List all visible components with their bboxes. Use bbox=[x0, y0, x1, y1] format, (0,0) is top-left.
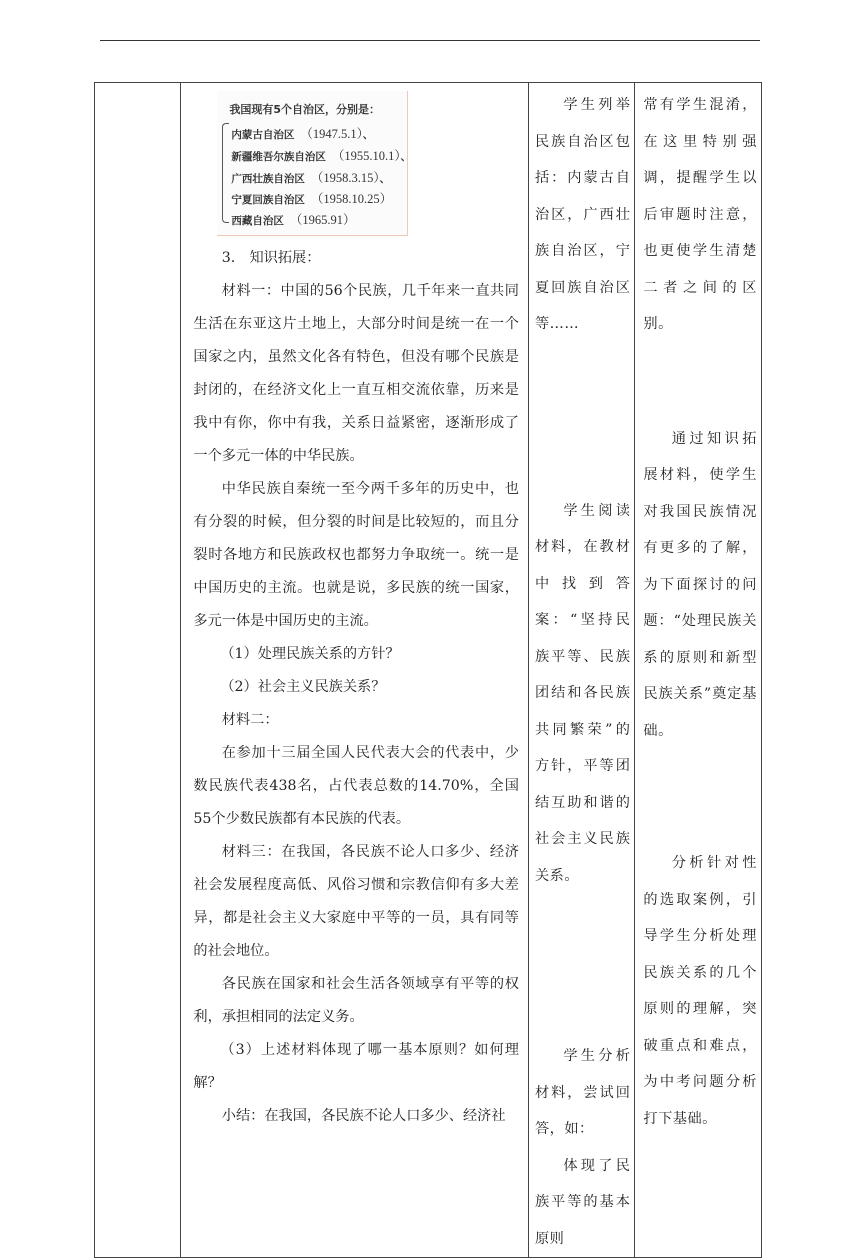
figure-row-3: 广西壮族自治区 （1958.3.15）、 bbox=[231, 171, 391, 185]
material-three-continued: 各民族在国家和社会生活各领域享有平等的权利，承担相同的法定义务。 bbox=[193, 976, 519, 1025]
design-intent-cell bbox=[635, 83, 762, 1258]
student-activity-cell bbox=[528, 83, 634, 1258]
design-intent-1: 常有学生混淆，在这里特别强调，提醒学生以后审题时注意，也更使学生清楚二者之间的区别。 bbox=[643, 97, 757, 332]
figure-title: 我国现有5个自治区，分别是： bbox=[229, 103, 381, 116]
stage-column-cell bbox=[95, 83, 181, 1258]
material-two-label: 材料二： bbox=[221, 712, 279, 728]
material-three: 材料三：在我国，各民族不论人口多少、经济社会发展程度高低、风俗习惯和宗教信仰有多大差异，都是社会主义大家庭中平等的一员，具有同等的社会地位。 bbox=[193, 844, 519, 959]
figure-row-5: 西藏自治区 （1965.91） bbox=[231, 213, 356, 227]
question-3: （3）上述材料体现了哪一基本原则？如何理解？ bbox=[193, 1042, 519, 1091]
figure-bracket bbox=[222, 123, 229, 223]
teaching-content-cell bbox=[181, 83, 529, 1258]
material-one: 材料一：中国的56个民族，几千年来一直共同生活在东亚这片土地上，大部分时间是统一在一个国家之内，虽然文化各有特色，但没有哪个民族是封闭的，在经济文化上一直互相交流依靠，历来是我中有你，你中有我，关系日益紧密，逐渐形成了一个多元一体的中华民族。 bbox=[193, 283, 519, 464]
summary: 小结：在我国，各民族不论人口多少、经济社 bbox=[221, 1108, 506, 1124]
design-intent-2: 通过知识拓展材料，使学生对我国民族情况有更多的了解，为下面探讨的问题：“处理民族关系的原则和新型民族关系”奠定基础。 bbox=[643, 430, 757, 739]
material-two: 在参加十三届全国人民代表大会的代表中，少数民族代表438名，占代表总数的14.70%，全国55个少数民族都有本民族的代表。 bbox=[193, 745, 519, 827]
question-1: （1）处理民族关系的方针？ bbox=[220, 646, 400, 662]
figure-row-2: 新疆维吾尔族自治区 （1955.10.1）、 bbox=[231, 149, 412, 163]
student-activity-4: 体现了民族平等的基本原则 bbox=[534, 1157, 631, 1247]
figure-row-1: 内蒙古自治区 （1947.5.1）、 bbox=[231, 127, 374, 141]
lesson-plan-table bbox=[94, 82, 762, 1258]
question-2: （2）社会主义民族关系？ bbox=[220, 679, 386, 695]
header-rule bbox=[100, 40, 760, 41]
material-one-continued: 中华民族自秦统一至今两千多年的历史中，也有分裂的时候，但分裂的时间是比较短的，而且分裂时各地方和民族政权也都努力争取统一。统一是中国历史的主流。也就是说，多民族的统一国家，多元一体是中国历史的主流。 bbox=[193, 481, 519, 629]
student-activity-1: 学生列举民族自治区包括：内蒙古自治区，广西壮族自治区，宁夏回族自治区等…… bbox=[534, 97, 631, 332]
student-activity-3: 学生分析材料，尝试回答，如： bbox=[534, 1048, 631, 1137]
design-intent-3: 分析针对性的选取案例，引导学生分析处理民族关系的几个原则的理解，突破重点和难点，为中考问题分析打下基础。 bbox=[643, 855, 757, 1127]
student-activity-2: 学生阅读材料，在教材中找到答案：“坚持民族平等、民族团结和各民族共同繁荣”的方针，平等团结互助和谐的社会主义民族关系。 bbox=[534, 502, 631, 884]
section-heading: 3. 知识拓展： bbox=[221, 250, 321, 266]
autonomous-regions-figure bbox=[217, 91, 412, 236]
figure-row-4: 宁夏回族自治区 （1958.10.25） bbox=[231, 192, 393, 206]
